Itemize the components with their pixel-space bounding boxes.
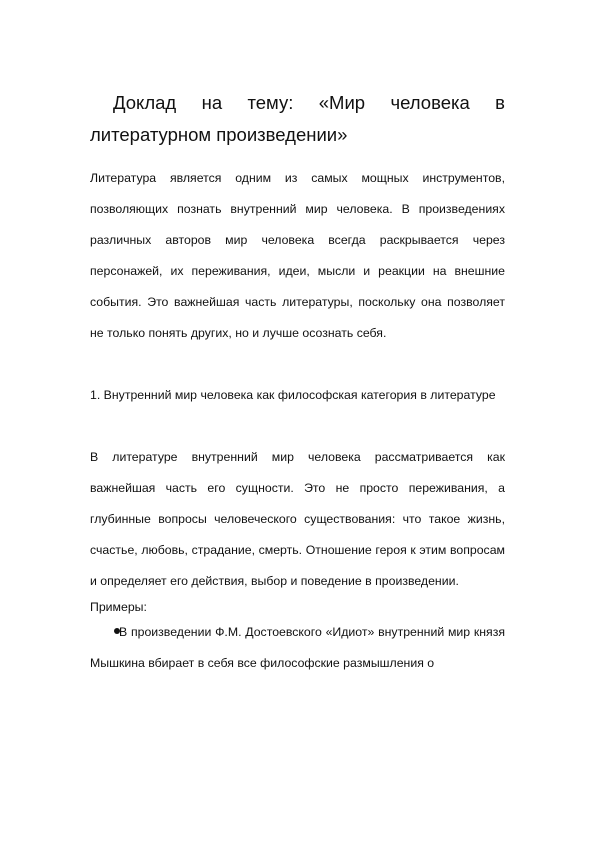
spacer	[90, 151, 505, 163]
section-paragraph: В литературе внутренний мир человека рассматривается как важнейшая часть его сущности. Это не просто переживания, а глубинные вопросы человеческого существования: что такое жизнь, счастье, любовь, страдание, смерть. Отношение героя к этим вопросам и определяет его действия, выбор и поведение в произведении.	[90, 450, 505, 588]
spacer	[90, 349, 505, 380]
intro-paragraph: Литература является одним из самых мощных инструментов, позволяющих познать внутренний мир человека. В произведениях различных авторов мир человека всегда раскрывается через персонажей, их переживания, идеи, мысли и реакции на внешние события. Это важнейшая часть литературы, поскольку она позволяет не только понять других, но и лучше осознать себя.	[90, 171, 505, 340]
bullet-text: В произведении Ф.М. Достоевского «Идиот» внутренний мир князя Мышкина вбирает в себя все философские размышления о	[90, 625, 505, 670]
spacer	[90, 411, 505, 442]
document-content	[90, 87, 505, 679]
section-heading: 1. Внутренний мир человека как философская категория в литературе	[90, 388, 496, 402]
examples-label: Примеры:	[90, 600, 147, 614]
bullet-list-item	[90, 617, 505, 679]
document-title: Доклад на тему: «Мир человека в литературном произведении»	[90, 92, 505, 145]
